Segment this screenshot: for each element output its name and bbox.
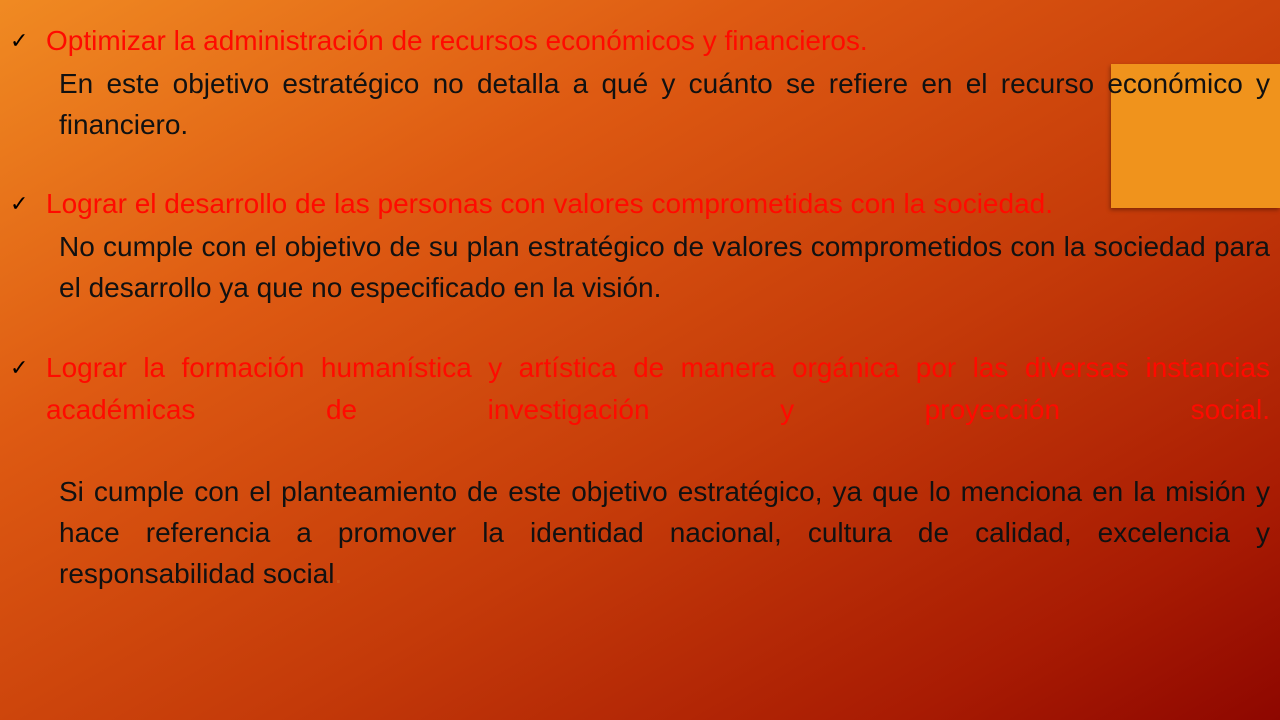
objective-description-3 bbox=[59, 471, 1270, 594]
checkmark-icon: ✓ bbox=[10, 191, 29, 216]
objective-description-2: No cumple con el objetivo de su plan estratégico de valores comprometidos con la sociedad para el desarrollo ya que no especificado en la visión. bbox=[59, 231, 1270, 303]
objective-title-3: Lograr la formación humanística y artística de manera orgánica por las diversas instancias académicas de investigación y proyección social. bbox=[46, 352, 1270, 425]
objective-title-2: Lograr el desarrollo de las personas con valores comprometidas con la sociedad. bbox=[46, 188, 1053, 219]
checkmark-icon: ✓ bbox=[10, 28, 29, 53]
objective-title-1: Optimizar la administración de recursos económicos y financieros. bbox=[46, 25, 868, 56]
objective-description-3-text: Si cumple con el planteamiento de este objetivo estratégico, ya que lo menciona en la misión y hace referencia a promover la identidad nacional, cultura de calidad, excelencia y responsabilidad social bbox=[59, 476, 1270, 589]
checkmark-icon: ✓ bbox=[10, 355, 29, 380]
objective-description-3-end: . bbox=[334, 558, 343, 589]
objective-description-1: En este objetivo estratégico no detalla a qué y cuánto se refiere en el recurso económico y financiero. bbox=[59, 68, 1270, 140]
